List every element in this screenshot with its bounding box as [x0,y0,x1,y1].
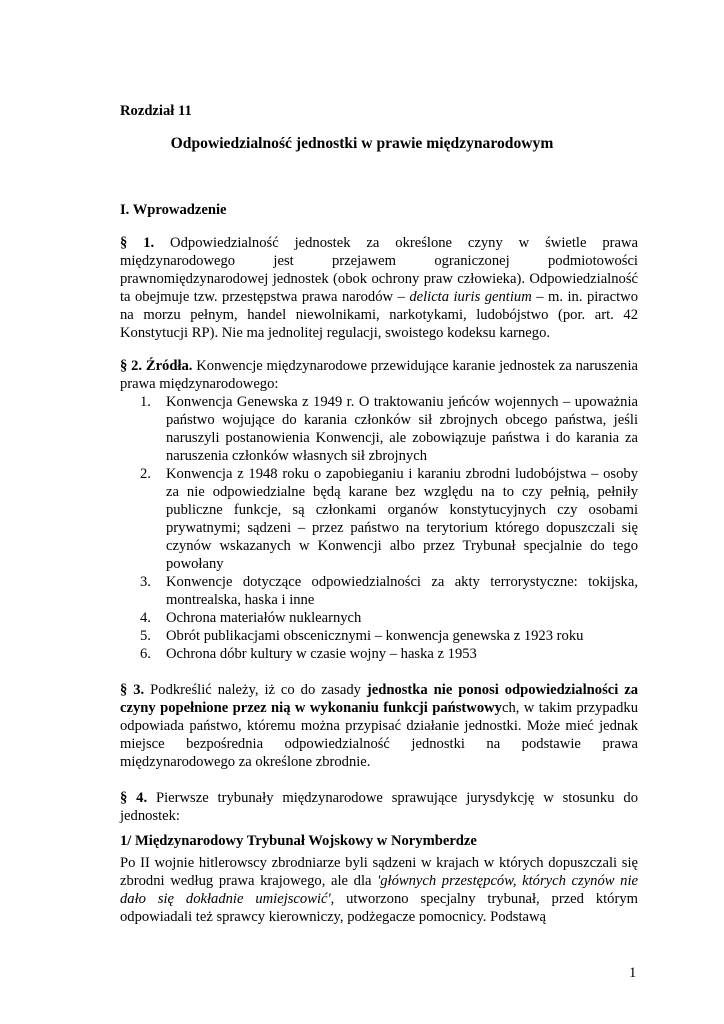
paragraph-text: Konwencje międzynarodowe przewidujące karanie jednostek za naruszenia prawa międzynarodowego: [120,358,638,392]
paragraph-2 [120,357,638,393]
paragraph-4 [120,789,638,825]
list-item [120,609,638,627]
paragraph-5 [120,854,638,926]
list-number: 3. [140,574,151,590]
paragraph-mark: § 2. Źródła. [120,358,193,374]
paragraph-text: Odpowiedzialność jednostek za określone czyny w świetle prawa międzynarodowego jest przejawem ograniczonej podmiotowości prawnomiędzynarodowej jednostek (obok ochrony praw człowieka). Odpowiedzialność ta obejmuje tzw. przestępstwa prawa narodów – [120,235,639,305]
paragraph-3 [120,681,638,771]
page-number: 1 [629,965,637,981]
paragraph-mark: § 1. [120,235,155,251]
subsection-heading: 1/ Międzynarodowy Trybunał Wojskowy w Norymberdze [120,833,477,849]
section-heading: I. Wprowadzenie [120,202,227,218]
list-item [120,393,638,465]
paragraph-text: Po II wojnie hitlerowscy zbrodniarze byli sądzeni w krajach w których dopuszczali się zbrodni według prawa krajowego, ale dla [120,855,638,889]
list-item [120,465,638,573]
list-number: 5. [140,628,151,644]
paragraph-text: – m. in. piractwo na morzu pełnym, handel niewolnikami, narkotykami, ludobójstwo (por. art. 42 Konstytucji RP). Nie ma jednolitej regulacji, swoistego kodeksu karnego. [120,289,639,341]
list-item [120,573,638,609]
list-number: 4. [140,610,151,626]
chapter-label: Rozdział 11 [120,103,192,119]
paragraph-mark: § 3. [120,682,145,698]
paragraph-mark: § 4. [120,790,148,806]
latin-term: delicta iuris gentium [409,289,532,305]
list-item-text: Obrót publikacjami obscenicznymi – konwencja genewska z 1923 roku [166,628,584,644]
list-item-text: Konwencje dotyczące odpowiedzialności za akty terrorystyczne: tokijska, montrealska, haska i inne [166,574,638,608]
list-item-text: Konwencja Genewska z 1949 r. O traktowaniu jeńców wojennych – upoważnia państwo wojujące do karania członków sił zbrojnych obcego państwa, jeśli naruszyli postanowienia Konwencji, ale zobowiązuje państwa i do karania za naruszenia członków własnych sił zbrojnych [166,394,638,464]
paragraph-1 [120,234,638,342]
list-item-text: Ochrona materiałów nuklearnych [166,610,362,626]
list-item-text: Ochrona dóbr kultury w czasie wojny – haska z 1953 [166,646,477,662]
list-number: 2. [140,466,151,482]
list-item [120,627,638,645]
list-item-text: Konwencja z 1948 roku o zapobieganiu i karaniu zbrodni ludobójstwa – osoby za nie odpowiedzialne będą karane bez względu na to czy pełnią, pełniły publiczne funkcje, są członkami organów konstytucyjnych czy osobami prywatnymi; sądzeni – przez państwo na terytorium którego dopuszczali się czynów wskazanych w Konwencji albo przez Trybunał specjalnie do tego powołany [166,466,638,572]
paragraph-text: Podkreślić należy, iż co do zasady [144,682,367,698]
list-item [120,645,638,663]
paragraph-text: ch, w takim przypadku odpowiada państwo, któremu można przypisać działanie jednostki. Może mieć jednak miejsce bezpośrednia odpowiedzialność jednostki na podstawie prawa międzynarodowego za określone zbrodnie. [120,700,638,770]
sources-list [120,393,638,663]
emphasis-text: jednostka nie ponosi odpowiedzialności za czyny popełnione przez nią w wykonaniu funkcji państwowy [120,682,639,716]
list-number: 6. [140,646,151,662]
page-title: Odpowiedzialność jednostki w prawie międzynarodowym [170,135,554,152]
list-number: 1. [140,394,151,410]
quoted-text: 'głównych przestępców, których czynów nie dało się dokładnie umiejscowić' [120,873,638,907]
paragraph-text: , utworzono specjalny trybunał, przed którym odpowiadali też sprawcy kierowniczy, podżegacze pomocnicy. Podstawą [120,891,638,925]
paragraph-text: Pierwsze trybunały międzynarodowe sprawujące jurysdykcję w stosunku do jednostek: [120,790,638,824]
